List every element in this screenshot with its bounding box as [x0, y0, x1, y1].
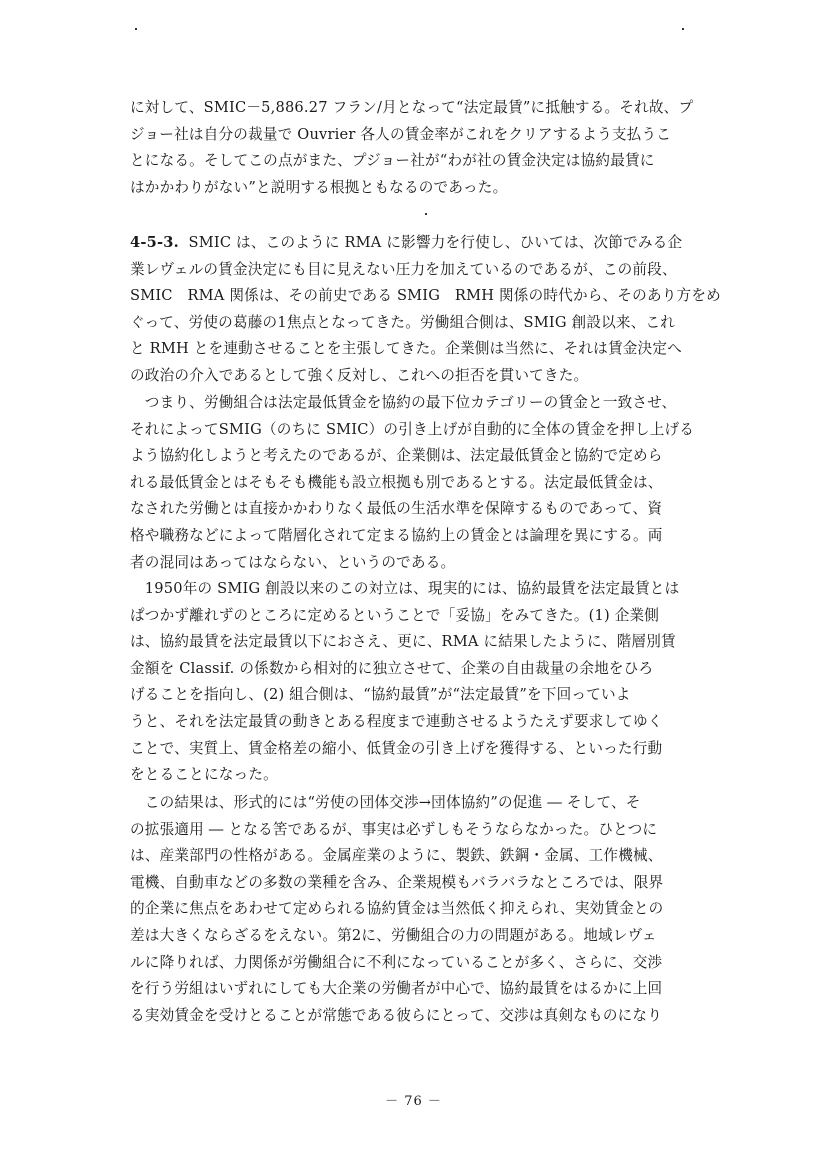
text-line: 電機、自動車などの多数の業種を含み、企業規模もバラバラなところでは、限界 — [130, 873, 664, 891]
text-line: は、協約最賃を法定最賃以下におさえ、更に、RMA に結果したように、階層別賃 — [130, 633, 676, 651]
text-line: ジョー社は自分の裁量で Ouvrier 各人の賃金率がこれをクリアするよう支払うこ — [130, 125, 672, 143]
text-line: 的企業に焦点をあわせて定められる協約賃金は当然低く抑えられ、実効賃金との — [130, 900, 664, 918]
text-line: と RMH とを連動させることを主張してきた。企業側は当然に、それは賃金決定へ — [130, 340, 682, 358]
text-line: 金額を Classif. の係数から相対的に独立させて、企業の自由裁量の余地をひろ — [130, 659, 654, 677]
text-line: る実効賃金を受けとることが常態である彼らにとって、交渉は真剣なものになり — [130, 1006, 662, 1024]
text-line: の拡張適用 ― となる筈であるが、事実は必ずしもそうならなかった。ひとつに — [130, 820, 658, 838]
text-line: は、産業部門の性格がある。金属産業のように、製鉄、鉄鋼・金属、工作機械、 — [130, 847, 663, 865]
text-line: とになる。そしてこの点がまた、プジョー社が“わが社の賃金決定は協約最賃に — [130, 152, 655, 170]
text-line: を行う労組はいずれにしても大企業の労働者が中心で、協約最賃をはるかに上回 — [130, 980, 663, 998]
text-line: それによってSMIG（のちに SMIC）の引き上げが自動的に全体の賃金を押し上げる — [130, 420, 695, 438]
text-line: 差は大きくならざるをえない。第2に、労働組合の力の問題がある。地域レヴェ — [130, 926, 657, 944]
paragraph — [130, 790, 730, 1029]
text-line: 者の混同はあってはならない、というのである。 — [130, 553, 456, 571]
scan-speck — [682, 28, 684, 30]
text-line: げることを指向し、(2) 組合側は、“協約最賃”が“法定最賃”を下回っていよ — [130, 686, 631, 704]
text-line: ルに降りれば、力関係が労働組合に不利になっていることが多く、さらに、交渉 — [130, 953, 663, 971]
paragraph — [130, 390, 730, 576]
text-line: をとることになった。 — [130, 766, 278, 784]
text-line: 業レヴェルの賃金決定にも目に見えない圧力を加えているのであるが、この前段、 — [130, 260, 677, 278]
text-line: 1950年の SMIG 創設以来のこの対立は、現実的には、協約最賃を法定最賃とは — [130, 580, 680, 597]
text-line: はかかわりがない”と説明する根拠ともなるのであった。 — [130, 178, 508, 196]
text-line: ことで、実質上、賃金格差の縮小、低賃金の引き上げを獲得する、といった行動 — [130, 739, 663, 757]
paragraph — [130, 576, 730, 789]
scan-speck — [425, 213, 427, 215]
section-number: 4-5-3. — [130, 234, 179, 251]
paragraph-continuation — [130, 95, 730, 201]
text-line: つまり、労働組合は法定最低賃金を協約の最下位カテゴリーの賃金と一致させ、 — [130, 394, 677, 411]
text-line: この結果は、形式的には“労使の団体交渉→団体協約”の促進 ― そして、そ — [130, 794, 641, 811]
text-line: なされた労働とは直接かかわりなく最低の生活水準を保障するものであって、資 — [130, 500, 663, 518]
text-line: に対して、SMIC－5,886.27 フラン/月となって“法定最賃”に抵触する。それ故、プ — [130, 99, 694, 116]
section-paragraph — [130, 230, 730, 390]
scan-speck — [135, 28, 137, 30]
text-line: うと、それを法定最賃の動きとある程度まで連動させるようたえず要求してゆく — [130, 712, 663, 730]
page-number: － 76 － — [385, 1094, 442, 1109]
text-line: の政治の介入であるとして強く反対し、これへの拒否を貫いてきた。 — [130, 366, 589, 384]
text-fragment: SMIC は、このように RMA に影響力を行使し、ひいては、次節でみる企 — [188, 234, 683, 251]
text-line: ぐって、労使の葛藤の1焦点となってきた。労働組合側は、SMIG 創設以来、これ — [130, 313, 676, 331]
text-line: SMIC RMA 関係は、その前史である SMIG RMH 関係の時代から、そのあり方をめ — [130, 287, 721, 305]
text-line: れる最低賃金とはそもそも機能も設立根拠も別であるとする。法定最低賃金は、 — [130, 473, 663, 491]
text-line: 格や職務などによって階層化されて定まる協約上の賃金とは論理を異にする。両 — [130, 526, 663, 544]
text-line: よう協約化しようと考えたのであるが、企業側は、法定最低賃金と協約で定めら — [130, 447, 663, 465]
text-line — [130, 230, 730, 257]
text-line: ぱつかず離れずのところに定めるということで「妥協」をみてきた。(1) 企業側 — [130, 606, 660, 624]
